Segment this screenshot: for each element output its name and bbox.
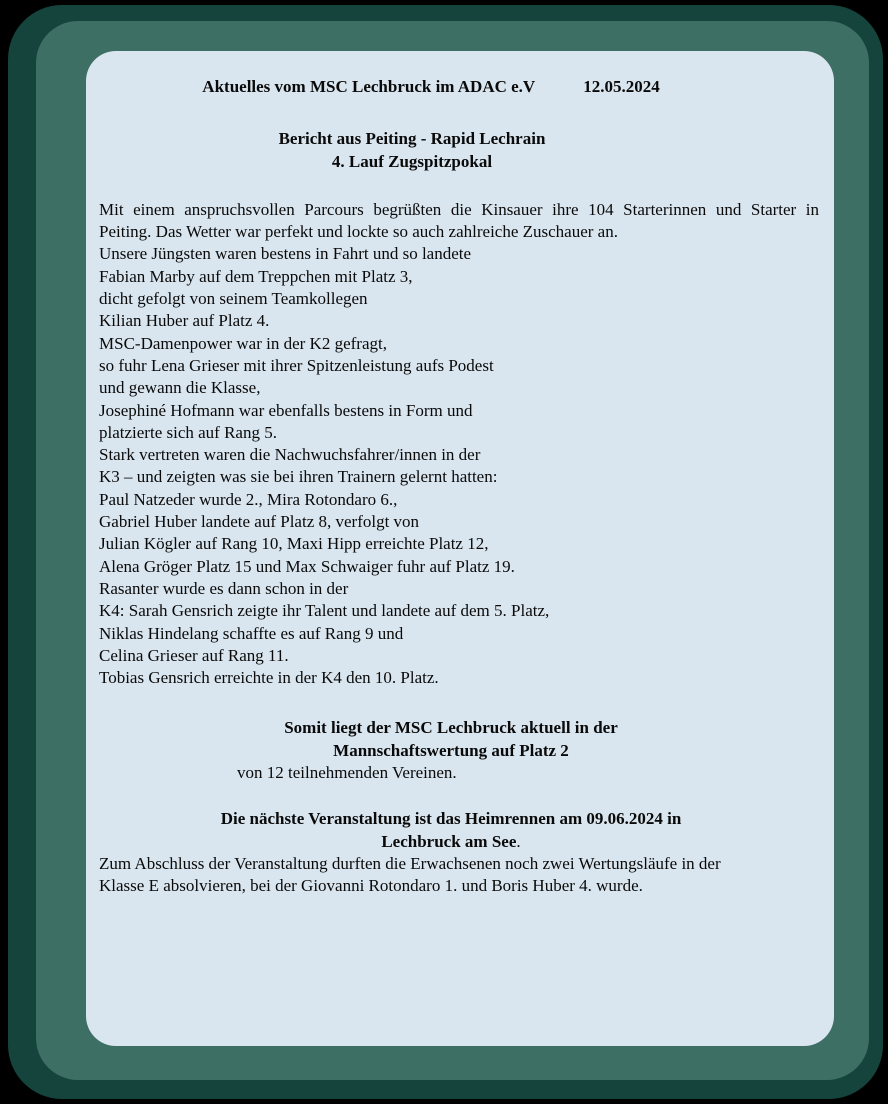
standings-line-3: von 12 teilnehmenden Vereinen. xyxy=(237,763,457,783)
page-date: 12.05.2024 xyxy=(583,77,660,96)
report-body xyxy=(99,243,819,689)
body-line: so fuhr Lena Grieser mit ihrer Spitzenleistung aufs Podest xyxy=(99,355,494,375)
body-line: Josephiné Hofmann war ebenfalls bestens in Form und xyxy=(99,400,473,420)
body-line: Rasanter wurde es dann schon in der xyxy=(99,578,349,598)
subtitle-line-1: Bericht aus Peiting - Rapid Lechrain xyxy=(278,129,546,149)
body-line: Celina Grieser auf Rang 11. xyxy=(99,645,289,665)
body-line: dicht gefolgt von seinem Teamkollegen xyxy=(99,289,368,309)
next-event-location: Lechbruck am See xyxy=(381,831,517,851)
card-frame-ring xyxy=(36,21,869,1080)
body-line: Stark vertreten waren die Nachwuchsfahrer/innen in der xyxy=(99,445,481,465)
body-line: MSC-Damenpower war in der K2 gefragt, xyxy=(99,333,387,353)
page-title-row xyxy=(99,76,819,98)
body-line: Tobias Gensrich erreichte in der K4 den 10. Platz. xyxy=(99,668,439,688)
closing-line-2: Klasse E absolvieren, bei der Giovanni Rotondaro 1. und Boris Huber 4. wurde. xyxy=(99,876,643,896)
body-line: Gabriel Huber landete auf Platz 8, verfolgt von xyxy=(99,512,420,532)
intro-paragraph xyxy=(99,199,819,244)
next-event-period: . xyxy=(516,831,521,851)
closing-line-1: Zum Abschluss der Veranstaltung durften die Erwachsenen noch zwei Wertungsläufe in der xyxy=(99,853,721,873)
standings-line-1: Somit liegt der MSC Lechbruck aktuell in der xyxy=(284,718,618,738)
card-frame-outer xyxy=(8,5,883,1099)
body-line: platzierte sich auf Rang 5. xyxy=(99,422,277,442)
body-line: Fabian Marby auf dem Treppchen mit Platz 3, xyxy=(99,266,413,286)
body-line: und gewann die Klasse, xyxy=(99,378,261,398)
standings-section xyxy=(99,717,819,784)
subtitle-line-2: 4. Lauf Zugspitzpokal xyxy=(331,151,493,171)
body-line: Alena Gröger Platz 15 und Max Schwaiger fuhr auf Platz 19. xyxy=(99,556,515,576)
body-line: Unsere Jüngsten waren bestens in Fahrt und so landete xyxy=(99,244,472,264)
next-event-section xyxy=(99,808,819,853)
report-subtitle xyxy=(99,128,819,173)
next-event-line-2 xyxy=(99,831,803,853)
intro-line-1: Mit einem anspruchsvollen Parcours begrüßten die Kinsauer ihre 104 Starterinnen und Starter in xyxy=(99,199,819,219)
standings-line-2: Mannschaftswertung auf Platz 2 xyxy=(333,740,569,760)
intro-line-2: Peiting. Das Wetter war perfekt und lockte so auch zahlreiche Zuschauer an. xyxy=(99,222,618,242)
next-event-line-1: Die nächste Veranstaltung ist das Heimrennen am 09.06.2024 in xyxy=(220,809,682,829)
body-line: K3 – und zeigten was sie bei ihren Trainern gelernt hatten: xyxy=(99,467,498,487)
page-title: Aktuelles vom MSC Lechbruck im ADAC e.V xyxy=(202,77,536,96)
bulletin-page xyxy=(86,51,834,1046)
body-line: Julian Kögler auf Rang 10, Maxi Hipp erreichte Platz 12, xyxy=(99,534,489,554)
body-line: Niklas Hindelang schaffte es auf Rang 9 und xyxy=(99,623,404,643)
body-line: Paul Natzeder wurde 2., Mira Rotondaro 6., xyxy=(99,489,398,509)
closing-paragraph xyxy=(99,853,819,898)
body-line: Kilian Huber auf Platz 4. xyxy=(99,311,270,331)
body-line: K4: Sarah Gensrich zeigte ihr Talent und landete auf dem 5. Platz, xyxy=(99,601,550,621)
